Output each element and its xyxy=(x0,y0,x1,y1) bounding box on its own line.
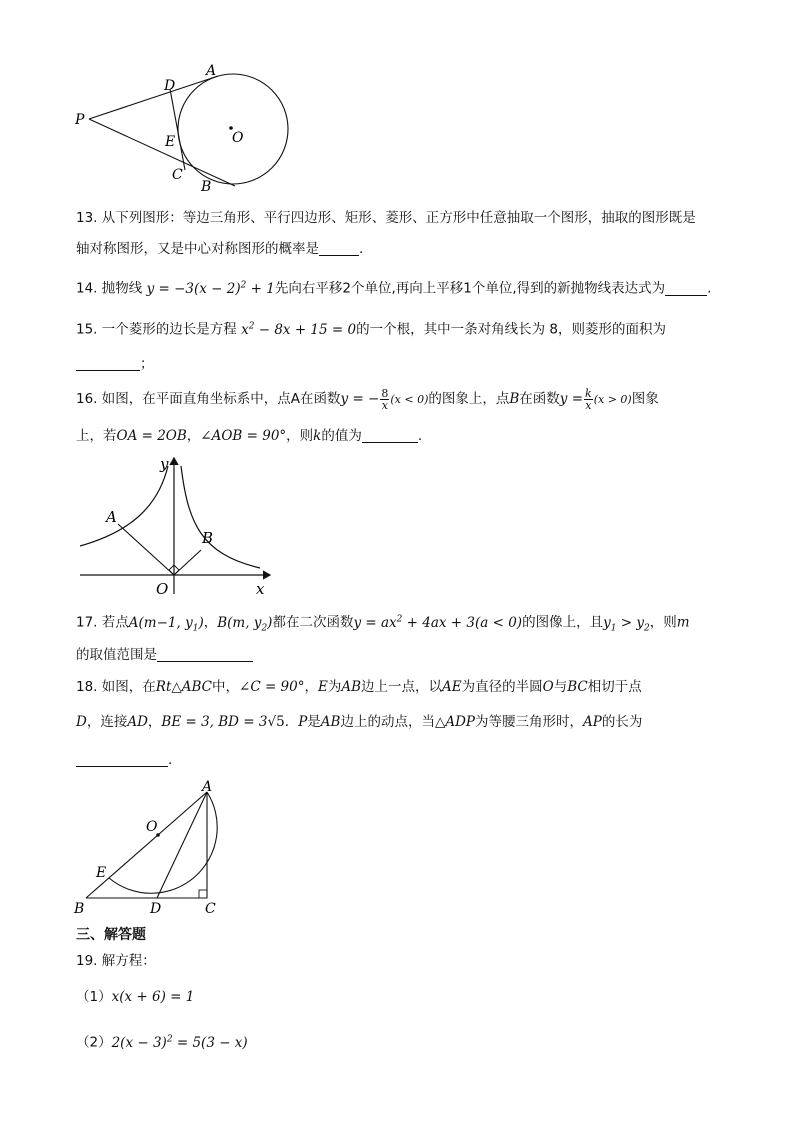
label-b: B xyxy=(201,179,212,195)
label-a: A xyxy=(202,779,213,795)
q15-answer-blank[interactable] xyxy=(76,354,140,371)
segment-ad xyxy=(157,792,207,898)
label-p: P xyxy=(75,112,85,128)
label-o: O xyxy=(232,130,244,146)
question-17-line2: 的取值范围是 xyxy=(76,640,726,671)
question-16-line2: 上，若OA = 2OB，∠AOB = 90°，则k的值为 . xyxy=(76,428,423,444)
label-c: C xyxy=(172,167,183,183)
label-e: E xyxy=(165,134,176,150)
curve-left xyxy=(80,466,168,546)
q14-formula: $y = -3(x - 2)^2 + 1$ xyxy=(146,280,275,297)
question-15: 15. 一个菱形的边长是方程 $x^2 - 8x + 15 = 0$的一个根，其中一条对角线长为 8，则菱形的面积为 xyxy=(76,321,666,338)
label-b: B xyxy=(74,901,85,917)
question-18-line2: D，连接AD，BE = 3, BD = 3√5．P是AB边上的动点，当△ADP为等腰三角形时，AP的长为 xyxy=(76,714,643,730)
q16-function-1: y = − $\frac{8}{x}$ (x < 0) xyxy=(340,387,429,412)
q15-number: 15. xyxy=(76,321,98,338)
tangent-pa xyxy=(89,76,218,119)
q17-number: 17. xyxy=(76,614,98,631)
question-15-line2: ； xyxy=(76,349,726,380)
q18-answer-blank[interactable] xyxy=(76,750,168,767)
label-a: A xyxy=(206,63,217,79)
q17-point-a: A(m−1, $y_1$) xyxy=(128,614,204,634)
q13-answer-blank[interactable] xyxy=(319,239,359,256)
triangle-semicircle-figure xyxy=(68,778,238,920)
label-a: A xyxy=(106,508,117,526)
q18-number: 18. xyxy=(76,679,98,695)
q19-number: 19. xyxy=(76,953,98,969)
label-d: D xyxy=(150,901,162,917)
tangent-pb xyxy=(89,119,235,186)
q16-function-2: y = $\frac{k}{x}$ (x > 0) xyxy=(559,387,632,412)
label-x: x xyxy=(256,580,265,598)
label-e: E xyxy=(96,865,107,881)
q17-answer-blank[interactable] xyxy=(157,645,253,662)
label-o: O xyxy=(156,580,169,598)
q15-equation: $x^2 - 8x + 15 = 0$ xyxy=(241,321,357,338)
q14-number: 14. xyxy=(76,280,98,297)
q13-number: 13. xyxy=(76,210,98,226)
semicircle xyxy=(109,792,217,893)
label-b: B xyxy=(202,529,214,547)
tangent-dc xyxy=(170,89,185,170)
q17-inequality: $y_1 > y_2$ xyxy=(603,614,650,634)
question-14: 14. 抛物线 $y = -3(x - 2)^2 + 1$先向右平移2个单位,再向上平移1个单位,得到的新抛物线表达式为 . xyxy=(76,280,712,297)
question-18-line3: . xyxy=(76,745,726,776)
q17-function: $y = ax^2 + 4ax + 3(a < 0)$ xyxy=(353,614,523,631)
q16-number: 16. xyxy=(76,391,98,407)
question-16: 16. 如图，在平面直角坐标系中，点A在函数y = − $\frac{8}{x}$ (x < 0)的图象上，点B在函数y = $\frac{k}{x}$ (x > 0)图象 xyxy=(76,387,659,412)
label-d: D xyxy=(164,78,176,94)
question-19-part1: （1）x(x + 6) = 1 xyxy=(76,989,195,1005)
q16-answer-blank[interactable] xyxy=(362,426,418,443)
hyperbola-graph-figure xyxy=(70,452,285,602)
label-o: O xyxy=(146,819,158,835)
q19-equation-2: $2(x - 3)^2 = 5(3 - x)$ xyxy=(111,1034,248,1051)
q14-answer-blank[interactable] xyxy=(665,279,707,296)
section-title: 三、解答题 xyxy=(76,927,146,943)
question-19-part2: $(2)2(x - 3)^2 = 5(3 - x)$ xyxy=(76,1034,248,1051)
question-17: 17. 若点A(m−1, $y_1$)，B(m, $y_2$)都在二次函数$y = ax^2 + 4ax + 3(a < 0)$的图像上，且$y_1 > y_2$，则m xyxy=(76,614,690,634)
question-13: 13. 从下列图形：等边三角形、平行四边形、矩形、菱形、正方形中任意抽取一个图形，抽取的图形既是 轴对称图形，又是中心对称图形的概率是 . xyxy=(76,210,696,257)
circle-tangent-figure xyxy=(70,58,300,198)
curve-right xyxy=(181,466,260,568)
q13-line2: 轴对称图形，又是中心对称图形的概率是 xyxy=(76,241,319,257)
question-18: 18. 如图，在Rt△ABC中，∠C = 90°，E为AB边上一点，以AE为直径的半圆O与BC相切于点 xyxy=(76,679,642,695)
segment-oa xyxy=(118,524,174,575)
right-angle-mark xyxy=(199,890,207,898)
label-y: y xyxy=(160,455,169,473)
label-c: C xyxy=(205,901,216,917)
q13-line1: 从下列图形：等边三角形、平行四边形、矩形、菱形、正方形中任意抽取一个图形，抽取的图形既是 xyxy=(101,210,696,226)
q17-point-b: B(m, $y_2$) xyxy=(217,614,273,634)
question-19: 19. 解方程： xyxy=(76,953,156,969)
q19-equation-1: x(x + 6) = 1 xyxy=(111,989,195,1005)
